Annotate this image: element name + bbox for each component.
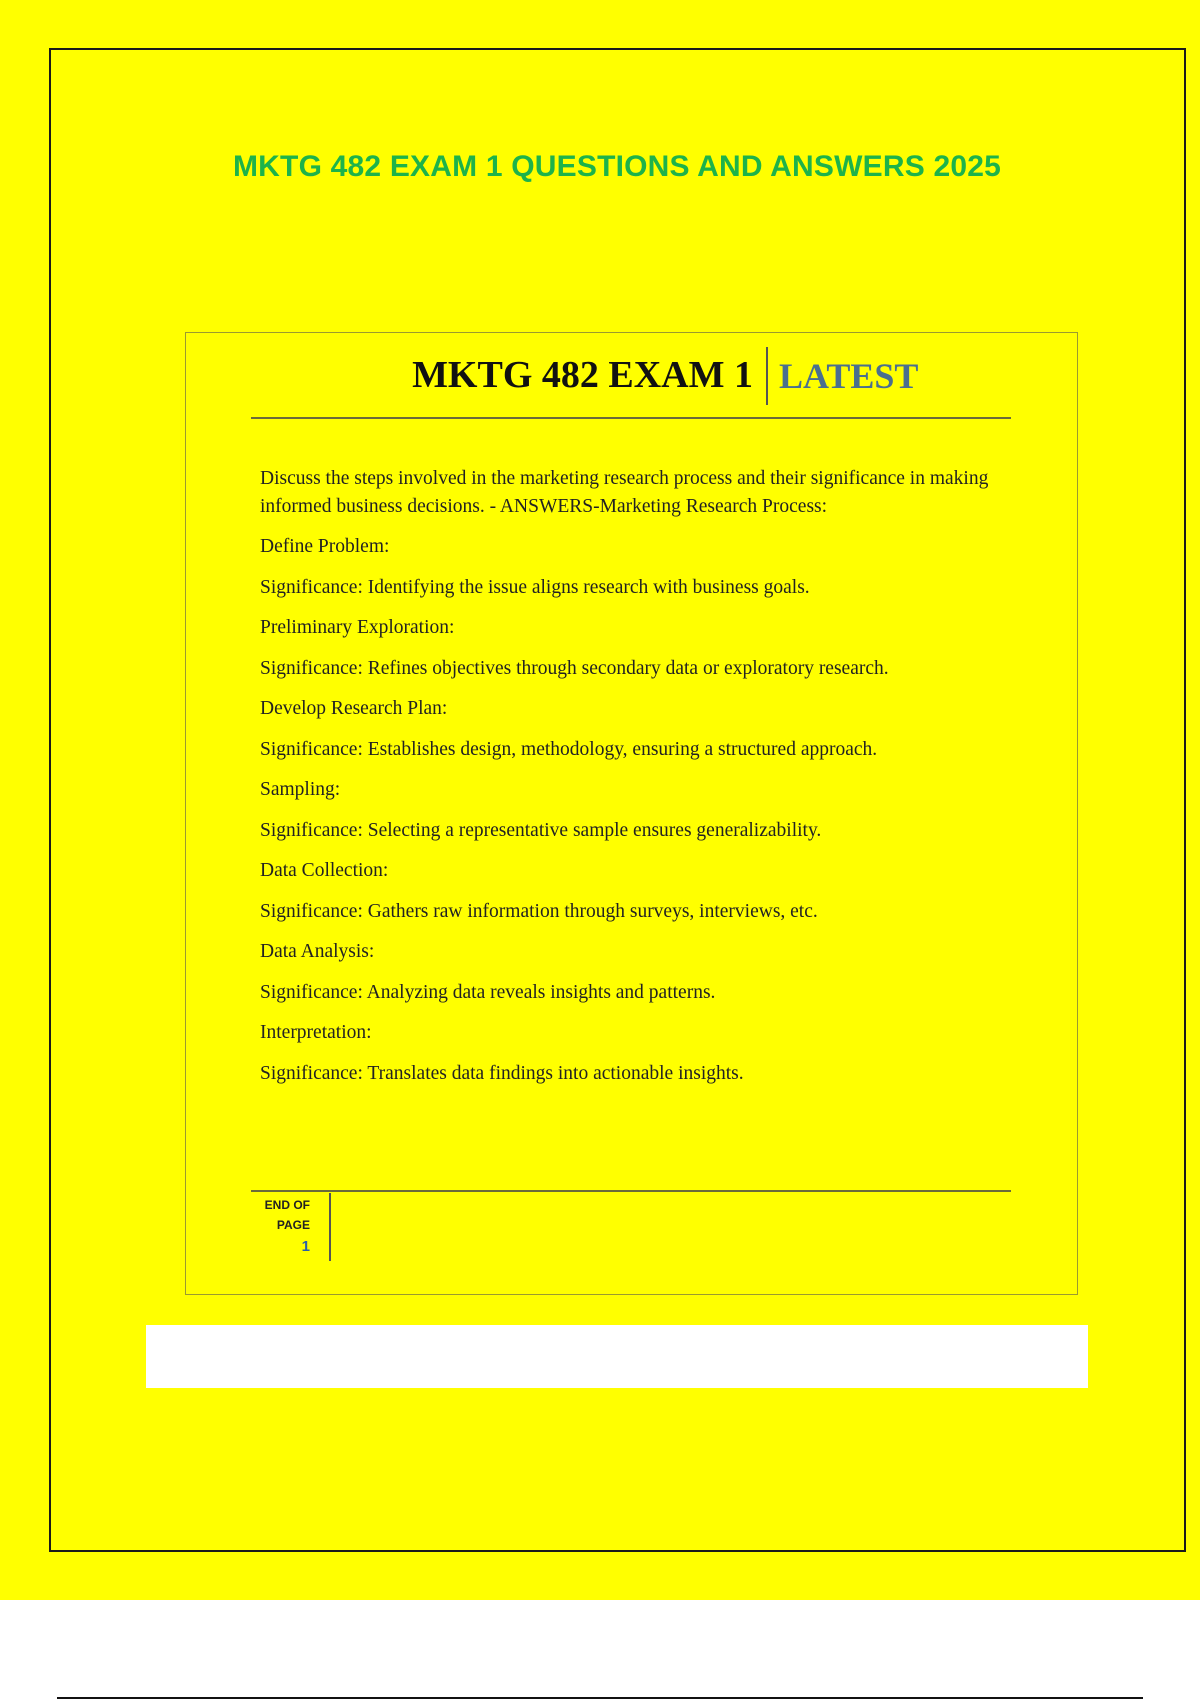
- step-significance: Significance: Analyzing data reveals insights and patterns.: [260, 981, 716, 1003]
- step-significance: Significance: Establishes design, methodology, ensuring a structured approach.: [260, 738, 878, 760]
- card-header: [251, 347, 1011, 419]
- step-heading: Define Problem:: [260, 536, 390, 557]
- card-body: [260, 465, 1020, 1100]
- card-title: MKTG 482 EXAM 1: [412, 354, 753, 396]
- footer-divider: [329, 1193, 331, 1261]
- step-significance: Significance: Refines objectives through secondary data or exploratory research.: [260, 657, 889, 679]
- step-heading: Data Analysis:: [260, 941, 375, 962]
- step-heading: Sampling:: [260, 779, 341, 800]
- cover-title: MKTG 482 EXAM 1 QUESTIONS AND ANSWERS 2025: [232, 150, 1001, 183]
- step-heading: Preliminary Exploration:: [260, 617, 455, 638]
- step-significance: Significance: Gathers raw information through surveys, interviews, etc.: [260, 900, 818, 922]
- step-significance: Significance: Selecting a representative sample ensures generalizability.: [260, 819, 822, 841]
- footer-rule: [251, 1190, 1011, 1192]
- page-text: PAGE: [276, 1218, 310, 1232]
- latest-badge: LATEST: [779, 356, 919, 396]
- step-significance: Significance: Translates data findings into actionable insights.: [260, 1062, 744, 1084]
- step-heading: Develop Research Plan:: [260, 698, 448, 719]
- page-number: 1: [301, 1238, 310, 1255]
- document-preview-card: [185, 332, 1078, 1295]
- step-heading: Interpretation:: [260, 1022, 372, 1043]
- question-text: Discuss the steps involved in the marketing research process and their significance in making informed business decisions. - ANSWERS-Marketing Research Process:: [260, 468, 989, 517]
- end-of-text: END OF: [264, 1198, 310, 1212]
- bottom-rule: [57, 1697, 1143, 1699]
- step-heading: Data Collection:: [260, 860, 389, 881]
- header-divider: [766, 347, 768, 405]
- step-significance: Significance: Identifying the issue aligns research with business goals.: [260, 576, 810, 598]
- end-of-page-label: [254, 1195, 310, 1257]
- blank-strip: [146, 1325, 1088, 1388]
